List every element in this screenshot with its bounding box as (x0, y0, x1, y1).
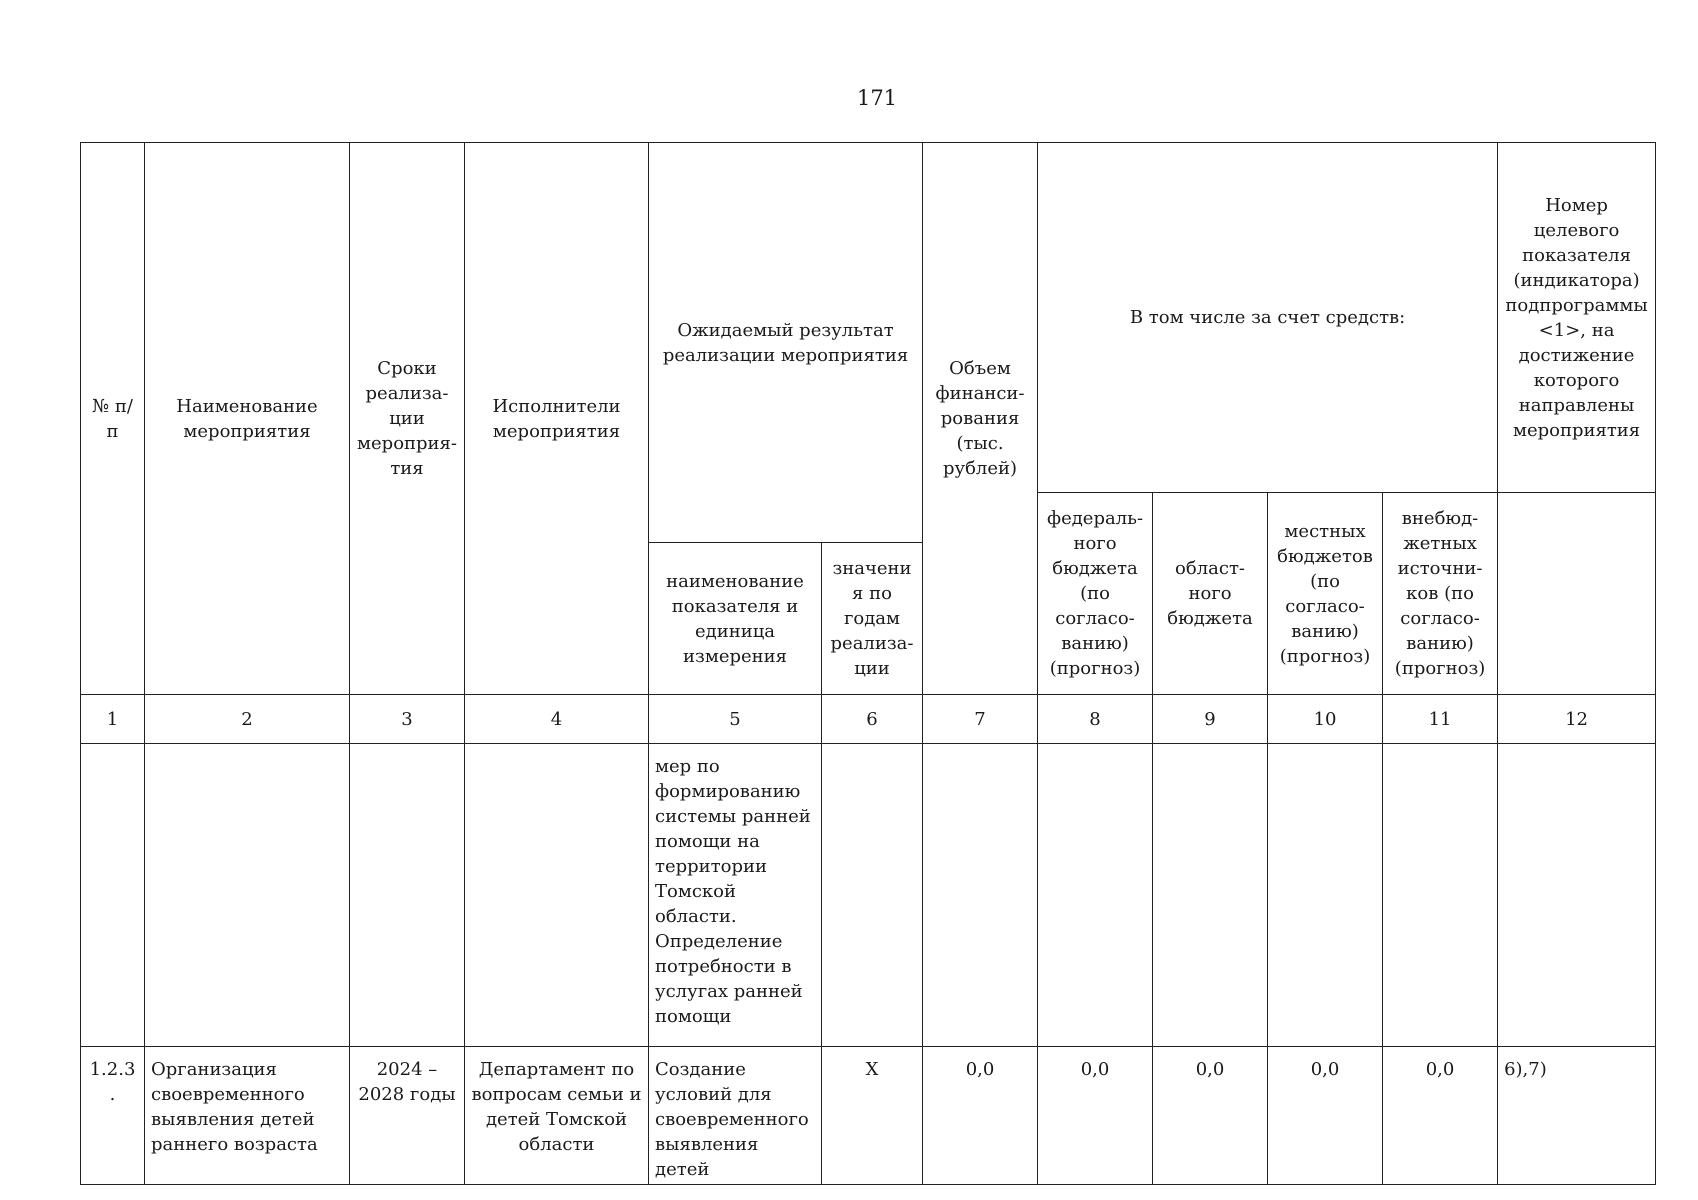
header-values-by-year: значения по годам реализа-ции (822, 543, 923, 695)
header-event-name: Наименование мероприятия (145, 143, 350, 695)
continued-row (81, 744, 1656, 1047)
row-executor: Департамент по вопросам семьи и детей Томской области (465, 1047, 649, 1185)
continued-indicator-text: мер по формированию системы ранней помощи на территории Томской области. Определение потребности в услугах ранней помощи (649, 744, 822, 1047)
header-row-1 (81, 143, 1656, 493)
row-extra: 0,0 (1383, 1047, 1498, 1185)
table-row (81, 1047, 1656, 1185)
column-number: 12 (1498, 695, 1656, 744)
row-event-name: Организация своевременного выявления детей раннего возраста (145, 1047, 350, 1185)
row-indicator: Создание условий для своевременного выявления детей (649, 1047, 822, 1185)
cell-empty (81, 744, 145, 1047)
header-period: Сроки реализа-ции мероприя-тия (350, 143, 465, 695)
program-table (80, 142, 1656, 1185)
row-federal: 0,0 (1038, 1047, 1153, 1185)
row-values: X (822, 1047, 923, 1185)
column-number: 2 (145, 695, 350, 744)
header-expected-result: Ожидаемый результат реализации мероприятия (649, 143, 923, 543)
column-number: 11 (1383, 695, 1498, 744)
column-number: 8 (1038, 695, 1153, 744)
column-number: 7 (923, 695, 1038, 744)
page-number: 171 (856, 86, 898, 110)
cell-empty (822, 744, 923, 1047)
header-regional-budget: област-ного бюджета (1153, 493, 1268, 695)
row-total: 0,0 (923, 1047, 1038, 1185)
row-local: 0,0 (1268, 1047, 1383, 1185)
header-local-budgets: местных бюджетов (по согласо-ванию) (прогноз) (1268, 493, 1383, 695)
cell-empty (1153, 744, 1268, 1047)
column-numbers-row (81, 695, 1656, 744)
row-target: 6),7) (1498, 1047, 1656, 1185)
header-target-indicator-empty (1498, 493, 1656, 695)
column-number: 10 (1268, 695, 1383, 744)
cell-empty (1498, 744, 1656, 1047)
column-number: 6 (822, 695, 923, 744)
column-number: 9 (1153, 695, 1268, 744)
header-financing-volume: Объем финанси-рования (тыс. рублей) (923, 143, 1038, 695)
header-extrabudgetary: внебюд-жетных источни-ков (по согласо-ванию) (прогноз) (1383, 493, 1498, 695)
cell-empty (923, 744, 1038, 1047)
cell-empty (1268, 744, 1383, 1047)
header-federal-budget: федераль-ного бюджета (по согласо-ванию) (прогноз) (1038, 493, 1153, 695)
header-indicator-name: наименование показателя и единица измерения (649, 543, 822, 695)
header-target-indicator: Номер целевого показателя (индикатора) подпрограммы <1>, на достижение которого направлены мероприятия (1498, 143, 1656, 493)
cell-empty (350, 744, 465, 1047)
row-regional: 0,0 (1153, 1047, 1268, 1185)
row-period: 2024 – 2028 годы (350, 1047, 465, 1185)
cell-empty (1383, 744, 1498, 1047)
column-number: 1 (81, 695, 145, 744)
cell-empty (465, 744, 649, 1047)
header-number: № п/п (81, 143, 145, 695)
column-number: 3 (350, 695, 465, 744)
cell-empty (145, 744, 350, 1047)
row-number: 1.2.3. (81, 1047, 145, 1185)
header-sources-group: В том числе за счет средств: (1038, 143, 1498, 493)
cell-empty (1038, 744, 1153, 1047)
column-number: 4 (465, 695, 649, 744)
column-number: 5 (649, 695, 822, 744)
header-executors: Исполнители мероприятия (465, 143, 649, 695)
